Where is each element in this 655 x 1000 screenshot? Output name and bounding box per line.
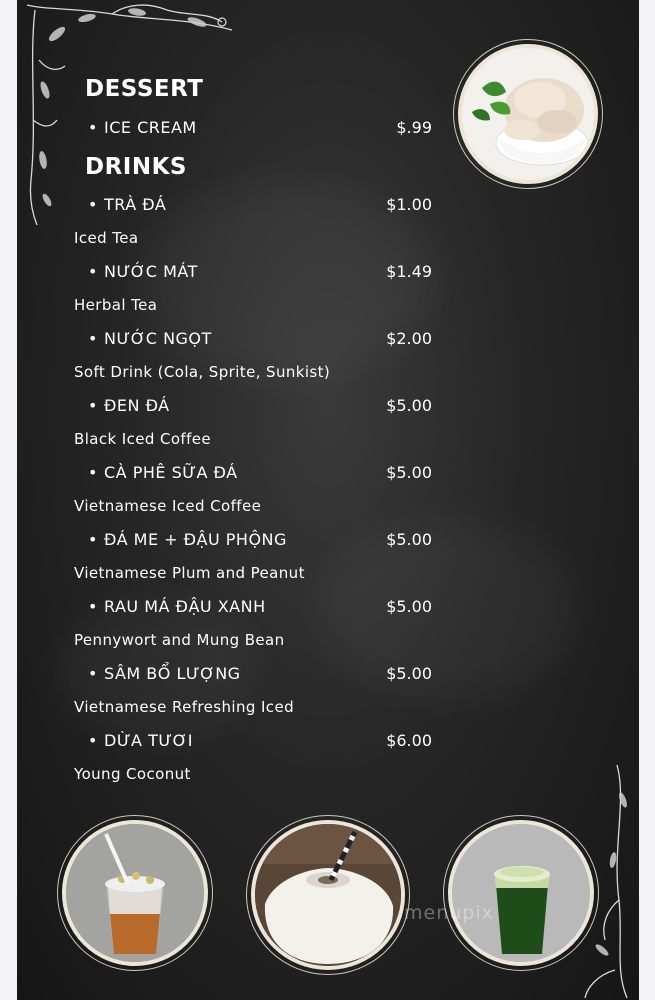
bullet: • — [88, 262, 98, 281]
bullet: • — [88, 195, 98, 214]
bullet: • — [88, 118, 98, 137]
menu-item-description: Iced Tea — [74, 229, 139, 247]
menu-item-name: RAU MÁ ĐẬU XANH — [104, 597, 266, 616]
menu-item-rau-ma-dau-xanh — [88, 597, 432, 619]
menu-item-dua-tuoi — [88, 731, 432, 753]
ice-cream-photo — [458, 44, 598, 184]
ice-cream-image — [462, 48, 594, 180]
menu-item-price: $2.00 — [386, 329, 432, 348]
menu-item-description: Vietnamese Iced Coffee — [74, 497, 262, 515]
menu-item-description: Soft Drink (Cola, Sprite, Sunkist) — [74, 363, 331, 381]
bullet: • — [88, 463, 98, 482]
menu-item-price: $5.00 — [386, 396, 432, 415]
menu-item-price: $5.00 — [386, 597, 432, 616]
menu-item-price: $1.49 — [386, 262, 432, 281]
menu-item-description: Herbal Tea — [74, 296, 158, 314]
menu-item-sam-bo-luong — [88, 664, 432, 686]
drinks-heading: DRINKS — [85, 154, 187, 180]
menu-item-price: $6.00 — [386, 731, 432, 750]
iced-drink-photo — [62, 820, 208, 966]
menu-item-description: Pennywort and Mung Bean — [74, 631, 285, 649]
bullet: • — [88, 664, 98, 683]
coconut-image — [255, 824, 401, 966]
menu-item-name: ĐÁ ME + ĐẬU PHỘNG — [104, 530, 287, 549]
menu-item-name: TRÀ ĐÁ — [104, 195, 167, 214]
coconut-photo — [251, 820, 405, 970]
pennywort-drink-image — [452, 824, 590, 962]
menu-item-name: NƯỚC NGỌT — [104, 329, 212, 348]
menu-item-ice-cream — [88, 118, 432, 140]
menu-item-nuoc-mat — [88, 262, 432, 284]
bullet: • — [88, 597, 98, 616]
menu-item-name: ĐEN ĐÁ — [104, 396, 170, 415]
menu-item-description: Vietnamese Plum and Peanut — [74, 564, 305, 582]
bullet: • — [88, 530, 98, 549]
menu-item-price: $5.00 — [386, 664, 432, 683]
bullet: • — [88, 731, 98, 750]
menu-item-name: ICE CREAM — [104, 118, 197, 137]
iced-drink-image — [66, 824, 204, 962]
menu-item-da-me-dau-phong — [88, 530, 432, 552]
menu-item-description: Vietnamese Refreshing Iced — [74, 698, 294, 716]
bullet: • — [88, 396, 98, 415]
menu-item-nuoc-ngot — [88, 329, 432, 351]
pennywort-photo — [448, 820, 594, 966]
menu-item-price: $1.00 — [386, 195, 432, 214]
menu-item-price: $.99 — [396, 118, 432, 137]
bullet: • — [88, 329, 98, 348]
menu-item-ca-phe-sua-da — [88, 463, 432, 485]
menu-item-name: SÂM BỔ LƯỢNG — [104, 664, 241, 683]
watermark: menupix — [404, 902, 494, 924]
menu-item-description: Young Coconut — [74, 765, 191, 783]
menu-item-den-da — [88, 396, 432, 418]
menu-item-price: $5.00 — [386, 463, 432, 482]
menu-item-tra-da — [88, 195, 432, 217]
menu-item-name: CÀ PHÊ SỮA ĐÁ — [104, 463, 238, 482]
menu-item-price: $5.00 — [386, 530, 432, 549]
menu-item-name: DỪA TƯƠI — [104, 731, 193, 750]
menu-item-description: Black Iced Coffee — [74, 430, 212, 448]
dessert-heading: DESSERT — [85, 76, 204, 102]
menu-item-name: NƯỚC MÁT — [104, 262, 198, 281]
